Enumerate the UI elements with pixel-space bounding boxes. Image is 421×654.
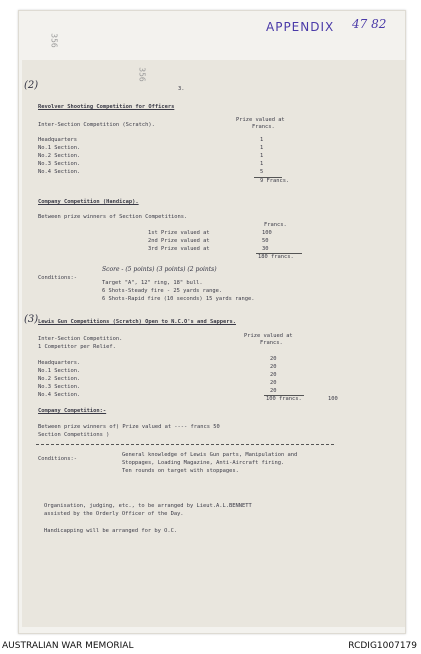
section-3-conditions-label: Conditions:- xyxy=(38,456,77,462)
company-handicap-between: Between prize winners of Section Competitions. xyxy=(38,214,188,220)
prize-header-1: Prize valued at xyxy=(244,333,293,339)
row-label: No.4 Section. xyxy=(38,169,81,175)
francs-header: Francs. xyxy=(264,222,287,228)
conditions-label: Conditions:- xyxy=(38,275,77,281)
footer-source: AUSTRALIAN WAR MEMORIAL xyxy=(2,641,134,651)
row-label: No.2 Section. xyxy=(38,376,81,382)
row-value: 20 xyxy=(270,380,277,386)
section-3-marker: (3) xyxy=(24,314,39,325)
company-handicap-title: Company Competition (Handicap). xyxy=(38,199,139,205)
folio-number-outer: 356 xyxy=(49,33,59,48)
section-3-title: Lewis Gun Competitions (Scratch) Open to N.C.O's and Sappers. xyxy=(38,319,236,325)
divider-line xyxy=(36,444,334,445)
section-3-total: 100 francs. xyxy=(266,396,302,402)
condition-line: Target "A", 12" ring, 18" bull. xyxy=(102,280,203,286)
row-label: No.2 Section. xyxy=(38,153,81,159)
section-2-subtitle: Inter-Section Competition (Scratch). xyxy=(38,122,155,128)
row-label: No.1 Section. xyxy=(38,368,81,374)
row-label: Headquarters xyxy=(38,137,77,143)
closing-line3: Handicapping will be arranged for by O.C. xyxy=(44,528,178,534)
prize-label: 2nd Prize valued at xyxy=(148,238,210,244)
appendix-stamp: APPENDIX xyxy=(266,20,335,34)
condition-line: Stoppages, Loading Magazine, Anti-Aircraft firing. xyxy=(122,460,285,466)
prize-header-2: Francs. xyxy=(260,340,283,346)
footer-id: RCDIG1007179 xyxy=(348,641,417,651)
handwritten-scores: Score - (5 points) (3 points) (2 points) xyxy=(102,266,217,273)
folio-number-inner: 356 xyxy=(137,67,147,82)
row-value: 1 xyxy=(260,153,264,159)
closing-line1: Organisation, judging, etc., to be arranged by Lieut.A.L.BENNETT xyxy=(44,503,252,509)
row-value: 20 xyxy=(270,372,277,378)
row-label: No.4 Section. xyxy=(38,392,81,398)
row-label: No.3 Section. xyxy=(38,384,81,390)
condition-line: 6 Shots-Steady fire - 25 yards range. xyxy=(102,288,223,294)
row-value: 20 xyxy=(270,364,277,370)
row-value: 5 xyxy=(260,169,264,175)
row-value: 1 xyxy=(260,145,264,151)
row-value: 1 xyxy=(260,161,264,167)
row-label: Headquarters. xyxy=(38,360,81,366)
section-3-total-extra: 100 xyxy=(328,396,338,402)
section-2-marker: (2) xyxy=(24,80,39,91)
company-competition-line2: Section Competitions ) xyxy=(38,432,110,438)
section-2-title: Revolver Shooting Competition for Officers xyxy=(38,104,175,110)
row-label: No.3 Section. xyxy=(38,161,81,167)
prize-value: 100 xyxy=(262,230,272,236)
row-value: 20 xyxy=(270,388,277,394)
prize-header-2: Francs. xyxy=(252,124,275,130)
closing-line2: assisted by the Orderly Officer of the Day. xyxy=(44,511,184,517)
prize-label: 3rd Prize valued at xyxy=(148,246,210,252)
row-value: 1 xyxy=(260,137,264,143)
section-3-sub2: 1 Competitor per Relief. xyxy=(38,344,116,350)
section-3-sub1: Inter-Section Competition. xyxy=(38,336,123,342)
company-handicap-total: 180 francs. xyxy=(258,254,294,260)
company-competition-line1: Between prize winners of) Prize valued at ---- francs 50 xyxy=(38,424,220,430)
condition-line: 6 Shots-Rapid fire (10 seconds) 15 yards range. xyxy=(102,296,255,302)
condition-line: Ten rounds on target with stoppages. xyxy=(122,468,239,474)
appendix-number: 47 82 xyxy=(352,17,387,31)
prize-value: 50 xyxy=(262,238,269,244)
prize-label: 1st Prize valued at xyxy=(148,230,210,236)
prize-value: 30 xyxy=(262,246,269,252)
page-number: 3. xyxy=(178,86,185,92)
section-2-total: 9 Francs. xyxy=(260,178,290,184)
company-competition-title: Company Competition:- xyxy=(38,408,107,414)
row-value: 20 xyxy=(270,356,277,362)
row-label: No.1 Section. xyxy=(38,145,81,151)
prize-header-1: Prize valued at xyxy=(236,117,285,123)
condition-line: General knowledge of Lewis Gun parts, Manipulation and xyxy=(122,452,298,458)
